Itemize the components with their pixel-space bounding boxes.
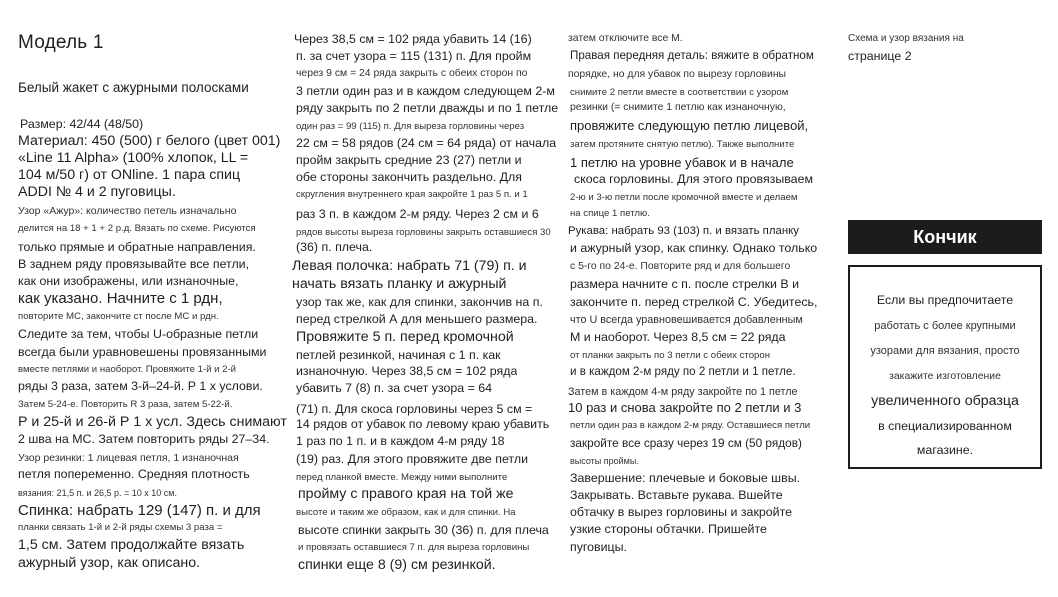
- text-line: В заднем ряду провязывайте все петли,: [18, 257, 250, 271]
- text-line: провяжите следующую петлю лицевой,: [570, 118, 809, 133]
- text-line: как указано. Начните с 1 рдн,: [18, 290, 223, 307]
- text-line: пройм закрыть средние 23 (27) петли и: [296, 153, 522, 167]
- text-line: 3 петли один раз и в каждом следующем 2-м: [296, 84, 555, 98]
- text-line: на спице 1 петлю.: [570, 208, 650, 219]
- text-line: Провяжите 5 п. перед кромочной: [296, 329, 514, 345]
- text-line: петля попеременно. Средняя плотность: [18, 467, 250, 481]
- text-line: Завершение: плечевые и боковые швы.: [570, 471, 801, 485]
- text-line: Через 38,5 см = 102 ряда убавить 14 (16): [294, 32, 532, 46]
- text-line: 1,5 см. Затем продолжайте вязать: [18, 537, 245, 553]
- text-line: Закрывать. Вставьте рукава. Вшейте: [570, 488, 783, 502]
- text-line: узор так же, как для спинки, закончив на п.: [296, 295, 543, 309]
- text-line: раз 3 п. в каждом 2-м ряду. Через 2 см и 6: [296, 207, 539, 221]
- text-line: Спинка: набрать 129 (147) п. и для: [18, 502, 261, 519]
- text-line: и провязать оставшиеся 7 п. для выреза горловины: [298, 542, 530, 553]
- text-line: рядов высоты выреза горловины закрыть оставшиеся 30: [296, 227, 551, 238]
- text-line: вместе петлями и наоборот. Провяжите 1-й и 2-й: [18, 364, 237, 375]
- text-line: затем протяните снятую петлю). Также выполните: [570, 139, 795, 150]
- text-line: резинки (= снимите 1 петлю как изнаночную,: [570, 102, 786, 113]
- text-line: Левая полочка: набрать 71 (79) п. и: [292, 258, 527, 274]
- text-line: размера начните с п. после стрелки В и: [570, 277, 799, 291]
- scheme-reference: Схема и узор вязания на: [848, 33, 964, 44]
- text-line: п. за счет узора = 115 (131) п. Для пройм: [296, 49, 532, 63]
- text-line: Материал: 450 (500) г белого (цвет 001): [18, 133, 281, 149]
- text-line: закройте все сразу через 19 см (50 рядов): [570, 436, 802, 450]
- tip-line: закажите изготовление: [889, 371, 1001, 382]
- text-line: «Line 11 Alpha» (100% хлопок, LL =: [18, 150, 249, 166]
- text-line: делится на 18 + 1 + 2 р.д. Вязать по схеме. Рисуются: [18, 223, 256, 234]
- text-line: и ажурный узор, как спинку. Однако только: [570, 241, 818, 255]
- text-line: высоте спинки закрыть 30 (36) п. для плеча: [298, 523, 549, 537]
- text-line: пуговицы.: [570, 540, 627, 554]
- text-line: повторите МС, закончите ст после МС и рдн.: [18, 311, 219, 322]
- text-line: планки связать 1-й и 2-й ряды схемы 3 раза =: [18, 522, 223, 533]
- scheme-page: странице 2: [848, 49, 912, 63]
- tip-line: магазине.: [916, 443, 974, 457]
- text-line: Рукава: набрать 93 (103) п. и вязать планку: [568, 225, 799, 237]
- text-line: М и наоборот. Через 8,5 см = 22 ряда: [570, 330, 786, 344]
- text-line: пройму с правого края на той же: [298, 486, 514, 502]
- text-line: ADDI № 4 и 2 пуговицы.: [18, 184, 176, 200]
- text-line: вязания: 21,5 п. и 26,5 р. = 10 х 10 см.: [18, 488, 177, 498]
- model-title: Модель 1: [18, 32, 104, 53]
- text-line: перед стрелкой А для меньшего размера.: [296, 312, 538, 326]
- text-line: высоте и таким же образом, как и для спинки. На: [296, 507, 516, 518]
- text-line: 1 раз по 1 п. и в каждом 4-м ряду 18: [296, 434, 505, 448]
- text-line: Следите за тем, чтобы U-образные петли: [18, 327, 259, 341]
- text-line: петлей резинкой, начиная с 1 п. как: [296, 348, 501, 362]
- tip-heading: Кончик: [848, 220, 1042, 254]
- tip-line: Если вы предпочитаете: [876, 293, 1014, 307]
- tip-line: в специализированном: [878, 419, 1012, 433]
- tip-box: [848, 265, 1042, 469]
- text-line: затем отключите все М.: [568, 33, 683, 44]
- text-line: Затем в каждом 4-м ряду закройте по 1 петле: [568, 386, 798, 398]
- text-line: узкие стороны обтачки. Пришейте: [570, 522, 767, 536]
- text-line: как они изображены, или изнаночные,: [18, 274, 239, 288]
- text-line: Р и 25-й и 26-й Р 1 х усл. Здесь снимают: [18, 414, 287, 430]
- text-line: начать вязать планку и ажурный: [292, 276, 507, 292]
- text-line: ряду закрыть по 2 петли дважды и по 1 петле: [296, 101, 559, 115]
- text-line: высоты проймы.: [570, 456, 639, 466]
- text-line: обтачку в вырез горловины и закройте: [570, 505, 792, 519]
- text-line: 14 рядов от убавок по левому краю убавить: [296, 417, 550, 431]
- text-line: с 5-го по 24-е. Повторите ряд и для большего: [570, 261, 791, 272]
- text-line: спинки еще 8 (9) см резинкой.: [298, 557, 496, 573]
- text-line: Размер: 42/44 (48/50): [20, 117, 144, 131]
- text-line: и в каждом 2-м ряду по 2 петли и 1 петле.: [570, 365, 796, 378]
- text-line: 2-ю и 3-ю петли после кромочной вместе и делаем: [570, 192, 798, 203]
- tip-line: увеличенного образца: [871, 393, 1019, 409]
- text-line: ажурный узор, как описано.: [18, 555, 201, 571]
- text-line: закончите п. перед стрелкой С. Убедитесь,: [570, 295, 818, 309]
- text-line: Узор резинки: 1 лицевая петля, 1 изнаночная: [18, 452, 239, 464]
- tip-line: работать с более крупными: [874, 320, 1016, 332]
- tip-line: узорами для вязания, просто: [870, 345, 1020, 357]
- text-line: один раз = 99 (115) п. Для выреза горловины через: [296, 121, 525, 132]
- text-line: 104 м/50 г) от ONline. 1 пара спиц: [18, 167, 241, 183]
- text-line: ряды 3 раза, затем 3-й–24-й. Р 1 х услови.: [18, 379, 263, 393]
- text-line: 2 шва на МС. Затем повторить ряды 27–34.: [18, 432, 270, 446]
- text-line: обе стороны закончить раздельно. Для: [296, 170, 522, 184]
- text-line: (19) раз. Для этого провяжите две петли: [296, 452, 528, 466]
- text-line: петли один раз в каждом 2-м ряду. Оставшиеся петли: [570, 420, 811, 431]
- text-line: 10 раз и снова закройте по 2 петли и 3: [568, 400, 802, 415]
- text-line: Затем 5-24-е. Повторить R 3 раза, затем 5-22-й.: [18, 399, 233, 410]
- text-line: 22 см = 58 рядов (24 см = 64 ряда) от начала: [296, 136, 557, 150]
- text-line: перед планкой вместе. Между ними выполните: [296, 472, 508, 483]
- text-line: Правая передняя деталь: вяжите в обратном: [570, 49, 814, 62]
- text-line: через 9 см = 24 ряда закрыть с обеих сторон по: [296, 68, 528, 79]
- text-line: что U всегда уравновешивается добавленным: [570, 314, 803, 326]
- text-line: от планки закрыть по 3 петли с обеих сторон: [570, 350, 770, 361]
- text-line: скругления внутреннего края закройте 1 раз 5 п. и 1: [296, 189, 528, 200]
- text-line: только прямые и обратные направления.: [18, 240, 256, 254]
- model-subtitle: Белый жакет с ажурными полосками: [18, 80, 249, 95]
- text-line: всегда были уравновешены провязанными: [18, 345, 267, 359]
- text-line: (71) п. Для скоса горловины через 5 см =: [296, 402, 533, 416]
- text-line: (36) п. плеча.: [296, 240, 373, 254]
- text-line: скоса горловины. Для этого провязываем: [574, 172, 813, 186]
- text-line: 1 петлю на уровне убавок и в начале: [570, 155, 794, 170]
- text-line: порядке, но для убавок по вырезу горловины: [568, 69, 787, 80]
- text-line: изнаночную. Через 38,5 см = 102 ряда: [296, 364, 518, 378]
- text-line: снимите 2 петли вместе в соответствии с узором: [570, 87, 789, 98]
- text-line: убавить 7 (8) п. за счет узора = 64: [296, 381, 493, 395]
- text-line: Узор «Ажур»: количество петель изначально: [18, 205, 237, 217]
